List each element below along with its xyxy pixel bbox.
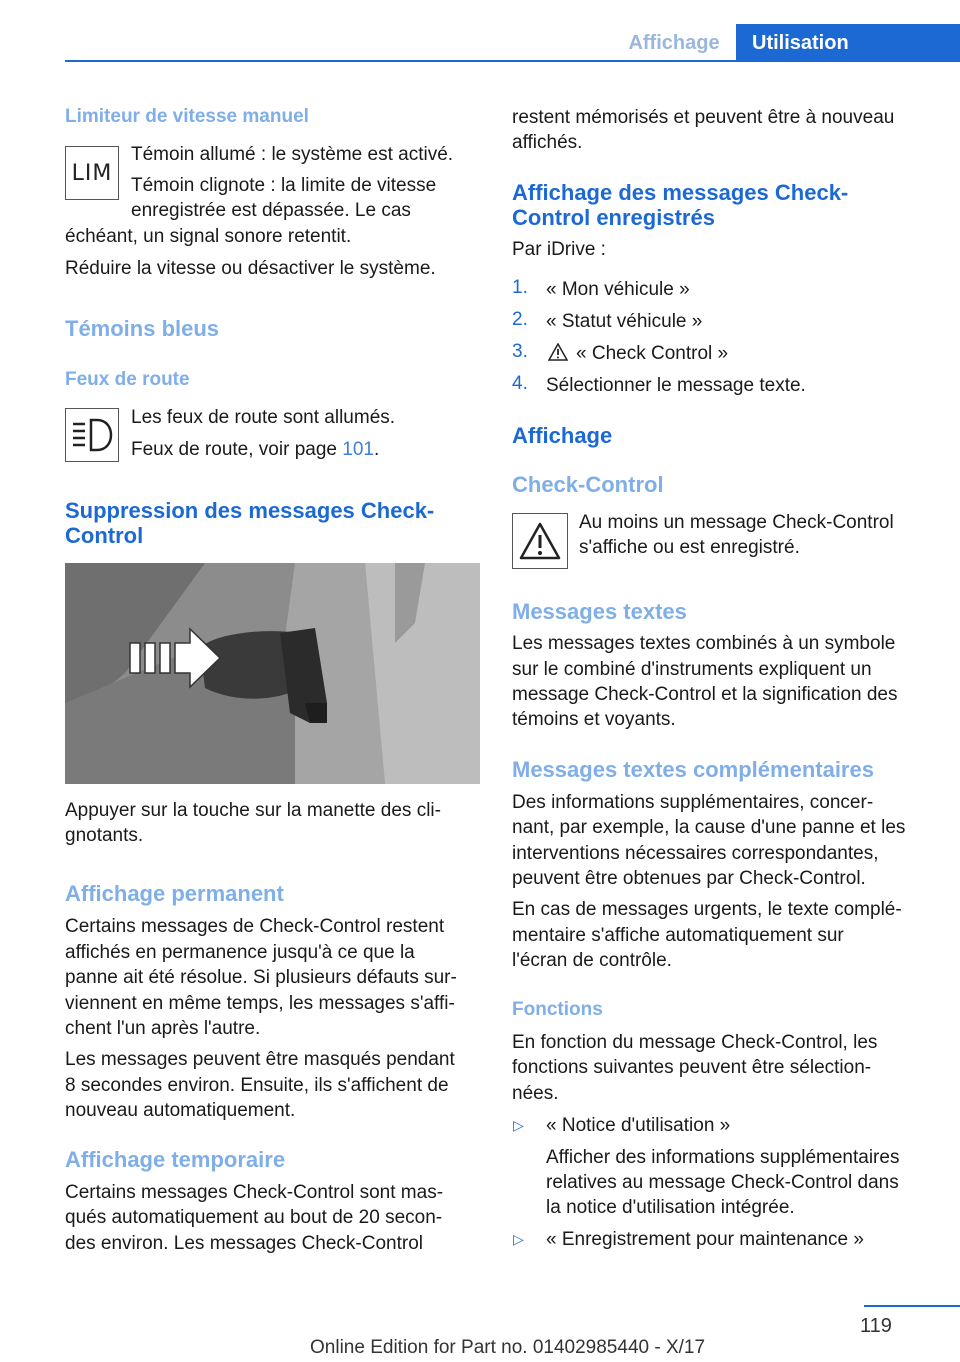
functions-heading: Fonctions — [512, 999, 603, 1020]
functions-line-2: nées. — [512, 1083, 559, 1104]
step-1-text: « Mon véhicule » — [546, 279, 690, 300]
cc-text-2: s'affiche ou est enregistré. — [579, 537, 800, 558]
permanent-line-4: chent l'un après l'autre. — [65, 1018, 261, 1039]
functions-line-1: fonctions suivantes peuvent être sélection- — [512, 1057, 872, 1078]
permanent-heading: Affichage permanent — [65, 881, 284, 906]
press-text-2: gnotants. — [65, 825, 144, 846]
bullet-1-line-2: la notice d'utilisation intégrée. — [546, 1197, 795, 1218]
extra-messages-heading: Messages textes complémentaires — [512, 757, 874, 782]
highbeam-text-2 — [131, 437, 379, 463]
functions-line-0: En fonction du message Check-Control, les — [512, 1032, 878, 1053]
urgent-line-0: En cas de messages urgents, le texte complé- — [512, 899, 902, 920]
extra-line-0: Des informations supplémentaires, concer- — [512, 792, 874, 813]
permanent-line-3: viennent en même temps, les messages s'affi- — [65, 993, 455, 1014]
cont-line-1: affichés. — [512, 132, 583, 153]
bullet-1-marker: ▷ — [513, 1117, 524, 1133]
extra-line-2: interventions nécessaires correspondantes, — [512, 843, 879, 864]
extra-line-3: peuvent être obtenues par Check-Control. — [512, 868, 866, 889]
permanent-line-0: Certains messages de Check-Control restent — [65, 916, 445, 937]
text-msgs-line-0: Les messages textes combinés à un symbole — [512, 633, 896, 654]
press-text-1: Appuyer sur la touche sur la manette des cli- — [65, 800, 441, 821]
lim-text-3: Réduire la vitesse ou désactiver le système. — [65, 258, 436, 279]
highbeam-icon — [65, 408, 119, 462]
temporary-line-0: Certains messages Check-Control sont mas- — [65, 1182, 444, 1203]
idrive-label: Par iDrive : — [512, 239, 606, 260]
display-heading: Affichage — [512, 423, 613, 448]
lim-icon — [65, 146, 119, 200]
masked-line-1: 8 secondes environ. Ensuite, ils s'affichent de — [65, 1075, 449, 1096]
step-4-number: 4. — [512, 373, 528, 394]
highbeam-ref-prefix: Feux de route, voir page — [131, 439, 343, 460]
temporary-line-2: des environ. Les messages Check-Control — [65, 1233, 424, 1254]
edition-footer: Online Edition for Part no. 01402985440 - X/17 — [310, 1337, 706, 1358]
check-control-icon — [512, 513, 568, 569]
suppress-heading-1: Suppression des messages Check- — [65, 498, 435, 523]
header-tab-affichage[interactable]: Affichage — [628, 32, 720, 54]
step-3-text: « Check Control » — [576, 343, 729, 364]
masked-line-0: Les messages peuvent être masqués pendant — [65, 1049, 455, 1070]
step-2-number: 2. — [512, 309, 528, 330]
stored-heading-2: Control enregistrés — [512, 205, 715, 230]
blue-indicators-heading: Témoins bleus — [65, 316, 220, 341]
bullet-1-title: « Notice d'utilisation » — [546, 1115, 731, 1136]
lim-text-2b: enregistrée est dépassée. Le cas — [131, 200, 411, 221]
lim-text-2c: échéant, un signal sonore retentit. — [65, 226, 352, 247]
page-link-101[interactable]: 101 — [342, 439, 374, 460]
highbeam-ref-suffix: . — [373, 439, 380, 460]
bullet-1-line-1: relatives au message Check-Control dans — [546, 1172, 899, 1193]
lim-text-2a: Témoin clignote : la limite de vitesse — [131, 175, 437, 196]
text-msgs-line-3: témoins et voyants. — [512, 709, 676, 730]
stored-heading-1: Affichage des messages Check- — [512, 180, 849, 205]
text-msgs-line-2: message Check-Control et la signification des — [512, 684, 898, 705]
step-1-number: 1. — [512, 277, 528, 298]
warning-triangle-icon — [548, 343, 568, 361]
lim-text-1: Témoin allumé : le système est activé. — [131, 144, 454, 165]
bullet-1-line-0: Afficher des informations supplémentaires — [546, 1147, 900, 1168]
temporary-heading: Affichage temporaire — [65, 1147, 286, 1172]
permanent-line-2: panne ait été résolue. Si plusieurs défauts sur- — [65, 967, 457, 988]
cc-text-1: Au moins un message Check-Control — [579, 512, 894, 533]
highbeam-text-1: Les feux de route sont allumés. — [131, 407, 396, 428]
header-rule — [65, 60, 960, 62]
step-2-text: « Statut véhicule » — [546, 311, 703, 332]
urgent-line-2: l'écran de contrôle. — [512, 950, 672, 971]
text-messages-heading: Messages textes — [512, 599, 687, 624]
urgent-line-1: mentaire s'affiche automatiquement sur — [512, 925, 844, 946]
header-tab-utilisation[interactable]: Utilisation — [736, 24, 960, 62]
step-3-number: 3. — [512, 341, 528, 362]
footer-rule — [864, 1305, 960, 1307]
page-number: 119 — [860, 1315, 892, 1337]
permanent-line-1: affichés en permanence jusqu'à ce que la — [65, 942, 415, 963]
text-msgs-line-1: sur le combiné d'instruments expliquent un — [512, 659, 872, 680]
check-control-heading: Check-Control — [512, 472, 664, 497]
cont-line-0: restent mémorisés et peuvent être à nouveau — [512, 107, 895, 128]
lim-heading: Limiteur de vitesse manuel — [65, 106, 309, 127]
temporary-line-1: qués automatiquement au bout de 20 secon- — [65, 1207, 443, 1228]
extra-line-1: nant, par exemple, la cause d'une panne et les — [512, 817, 906, 838]
masked-line-2: nouveau automatiquement. — [65, 1100, 296, 1121]
turn-signal-stalk-photo — [65, 563, 480, 784]
lim-icon-text: LIM — [71, 160, 113, 186]
step-4-text: Sélectionner le message texte. — [546, 375, 806, 396]
highbeam-heading: Feux de route — [65, 369, 190, 390]
bullet-2-title: « Enregistrement pour maintenance » — [546, 1229, 864, 1250]
bullet-2-marker: ▷ — [513, 1231, 524, 1247]
suppress-heading-2: Control — [65, 523, 144, 548]
